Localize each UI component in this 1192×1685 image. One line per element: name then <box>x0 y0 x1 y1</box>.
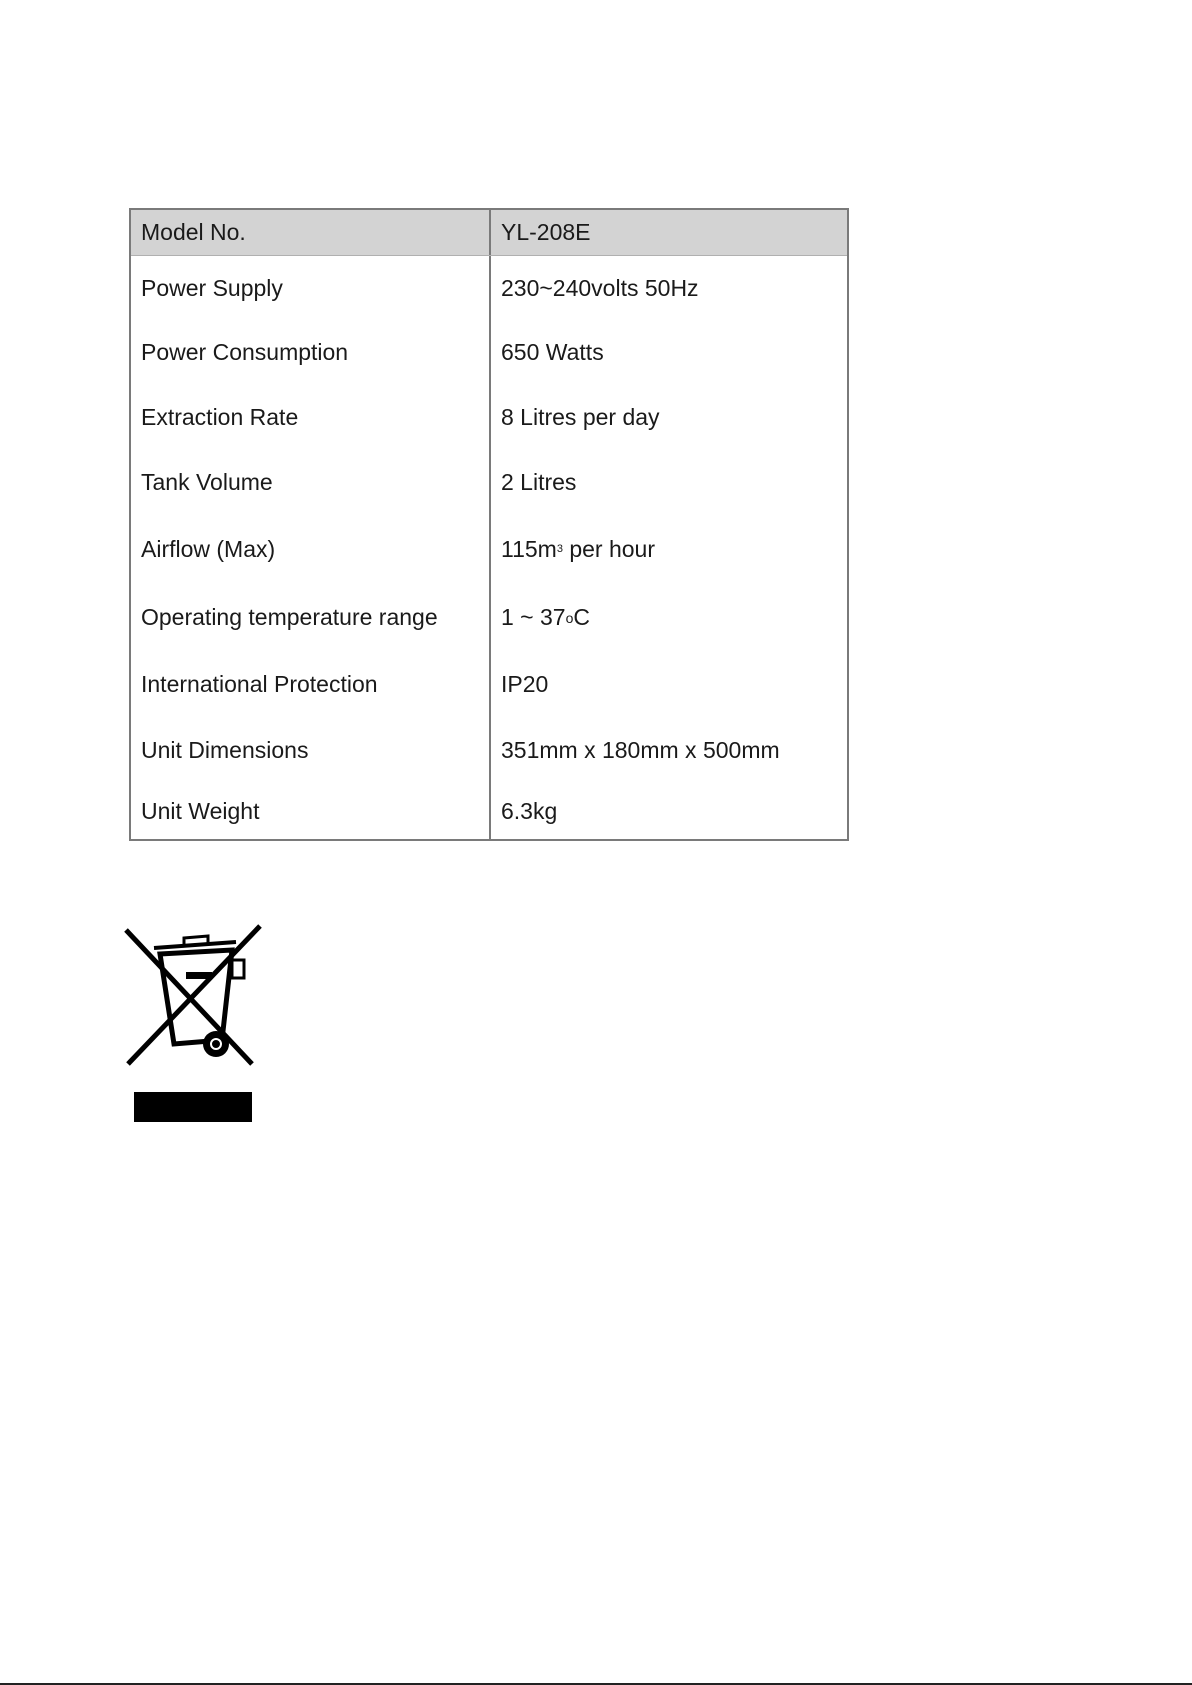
crossed-out-wheelie-bin-icon <box>124 920 274 1130</box>
value-main: 1 ~ 37 <box>501 604 566 630</box>
table-row <box>131 385 847 450</box>
row-value: 6.3kg <box>501 797 558 824</box>
specifications-table <box>129 208 849 841</box>
table-row <box>131 515 847 583</box>
row-value <box>491 583 847 652</box>
table-header-row <box>131 210 847 256</box>
value-main: 115m <box>501 535 557 562</box>
table-row <box>131 783 847 839</box>
value-superscript: o <box>565 609 574 626</box>
table-row <box>131 652 847 717</box>
row-label: Tank Volume <box>131 450 491 515</box>
table-row <box>131 717 847 783</box>
value-rest: per hour <box>562 535 656 562</box>
row-label: Unit Weight <box>131 783 491 839</box>
row-value: 8 Litres per day <box>501 404 660 430</box>
row-value <box>491 515 847 583</box>
table-row <box>131 256 847 320</box>
row-value: 2 Litres <box>501 469 577 495</box>
row-label: Power Consumption <box>131 320 491 385</box>
row-value: 230~240volts 50Hz <box>501 274 699 301</box>
row-value: 650 Watts <box>501 339 604 365</box>
value-superscript: 3 <box>556 543 563 555</box>
table-row <box>131 583 847 652</box>
row-label: Unit Dimensions <box>131 717 491 783</box>
row-label: Airflow (Max) <box>131 515 491 583</box>
row-value: IP20 <box>501 671 549 697</box>
value-rest: C <box>573 604 591 630</box>
row-label: International Protection <box>131 652 491 717</box>
row-label: Operating temperature range <box>131 583 491 652</box>
header-value: YL-208E <box>501 219 591 245</box>
table-row <box>131 450 847 515</box>
header-label: Model No. <box>131 210 491 255</box>
row-label: Power Supply <box>131 256 491 320</box>
row-value: 351mm x 180mm x 500mm <box>501 736 780 763</box>
row-label: Extraction Rate <box>131 385 491 450</box>
table-row <box>131 320 847 385</box>
